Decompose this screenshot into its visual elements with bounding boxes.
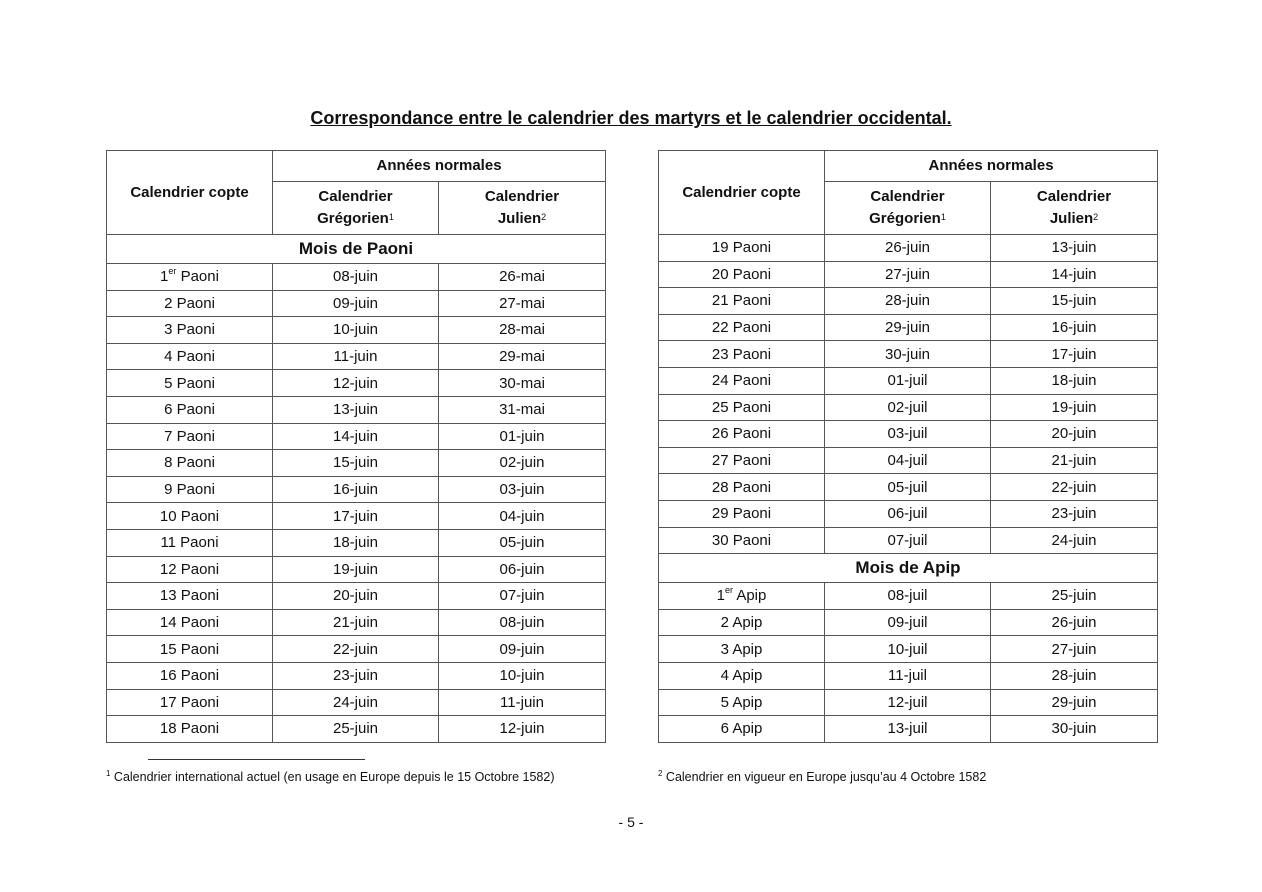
- cell-copte: 24 Paoni: [659, 367, 825, 394]
- cell-julien: 29-mai: [439, 343, 606, 370]
- cell-gregorien: 29-juin: [825, 314, 991, 341]
- table-row: [107, 609, 606, 636]
- cell-gregorien: 23-juin: [273, 662, 439, 689]
- cell-gregorien: 11-juin: [273, 343, 439, 370]
- cell-julien: 22-juin: [991, 474, 1158, 501]
- cell-gregorien: 08-juil: [825, 583, 991, 610]
- cell-copte: 29 Paoni: [659, 500, 825, 527]
- table-row: [659, 367, 1158, 394]
- cell-gregorien: 16-juin: [273, 476, 439, 503]
- month-header: Mois de Paoni: [107, 235, 606, 264]
- right-table-body-paoni: [659, 235, 1158, 554]
- cell-gregorien: 05-juil: [825, 474, 991, 501]
- cell-julien: 15-juin: [991, 288, 1158, 315]
- cell-gregorien: 01-juil: [825, 367, 991, 394]
- cell-julien: 27-juin: [991, 636, 1158, 663]
- table-row: [659, 341, 1158, 368]
- cell-julien: 03-juin: [439, 476, 606, 503]
- cell-copte: 25 Paoni: [659, 394, 825, 421]
- cell-julien: 04-juin: [439, 503, 606, 530]
- cell-gregorien: 13-juil: [825, 716, 991, 743]
- table-row: [659, 235, 1158, 262]
- table-row: [659, 662, 1158, 689]
- table-row: [659, 583, 1158, 610]
- cell-julien: 24-juin: [991, 527, 1158, 554]
- page-number: - 5 -: [618, 814, 644, 830]
- cell-julien: 20-juin: [991, 421, 1158, 448]
- cell-gregorien: 11-juil: [825, 662, 991, 689]
- cell-gregorien: 09-juin: [273, 290, 439, 317]
- table-row: [107, 370, 606, 397]
- cell-julien: 28-mai: [439, 317, 606, 344]
- cell-gregorien: 28-juin: [825, 288, 991, 315]
- cell-copte: 11 Paoni: [107, 529, 273, 556]
- cell-copte: 9 Paoni: [107, 476, 273, 503]
- cell-gregorien: 27-juin: [825, 261, 991, 288]
- table-row: [107, 450, 606, 477]
- cell-copte: 12 Paoni: [107, 556, 273, 583]
- cell-copte: 14 Paoni: [107, 609, 273, 636]
- footnote-1: $^1$ Calendrier international actuel (en usage en Europe depuis le 15 Octobre 1582): [106, 769, 555, 784]
- cell-julien: 21-juin: [991, 447, 1158, 474]
- footnote-2: $^2$ Calendrier en vigueur en Europe jusqu’au 4 Octobre 1582: [658, 769, 987, 784]
- table-row: [107, 503, 606, 530]
- table-row: [659, 636, 1158, 663]
- cell-julien: 14-juin: [991, 261, 1158, 288]
- cell-copte: 23 Paoni: [659, 341, 825, 368]
- table-row: [659, 421, 1158, 448]
- cell-copte: 19 Paoni: [659, 235, 825, 262]
- cell-copte: 15 Paoni: [107, 636, 273, 663]
- cell-copte: 3 Paoni: [107, 317, 273, 344]
- cell-gregorien: 20-juin: [273, 583, 439, 610]
- cell-copte: 8 Paoni: [107, 450, 273, 477]
- table-row: [107, 264, 606, 291]
- cell-gregorien: 18-juin: [273, 529, 439, 556]
- cell-gregorien: 26-juin: [825, 235, 991, 262]
- cell-copte: 28 Paoni: [659, 474, 825, 501]
- table-row: [659, 447, 1158, 474]
- cell-julien: 19-juin: [991, 394, 1158, 421]
- table-row: [659, 261, 1158, 288]
- table-row: [107, 396, 606, 423]
- cell-julien: 30-juin: [991, 716, 1158, 743]
- cell-gregorien: 04-juil: [825, 447, 991, 474]
- cell-copte: 16 Paoni: [107, 662, 273, 689]
- table-row: [107, 343, 606, 370]
- table-row: [107, 662, 606, 689]
- cell-copte: 4 Apip: [659, 662, 825, 689]
- cell-copte: 27 Paoni: [659, 447, 825, 474]
- cell-copte: 26 Paoni: [659, 421, 825, 448]
- cell-copte: 2 Apip: [659, 609, 825, 636]
- calendar-table-left: [106, 150, 606, 743]
- footnote-separator: [148, 759, 365, 760]
- cell-copte: 13 Paoni: [107, 583, 273, 610]
- calendar-table-right: [658, 150, 1158, 743]
- cell-julien: 12-juin: [439, 716, 606, 743]
- header-julien: Calendrier Julien$^2$: [439, 182, 606, 235]
- cell-copte: 4 Paoni: [107, 343, 273, 370]
- cell-copte: 1er Paoni: [107, 264, 273, 291]
- cell-copte: 2 Paoni: [107, 290, 273, 317]
- cell-julien: 09-juin: [439, 636, 606, 663]
- table-row: [659, 609, 1158, 636]
- cell-julien: 13-juin: [991, 235, 1158, 262]
- cell-julien: 08-juin: [439, 609, 606, 636]
- cell-julien: 17-juin: [991, 341, 1158, 368]
- cell-copte: 1er Apip: [659, 583, 825, 610]
- cell-julien: 27-mai: [439, 290, 606, 317]
- cell-julien: 25-juin: [991, 583, 1158, 610]
- cell-copte: 6 Apip: [659, 716, 825, 743]
- cell-julien: 11-juin: [439, 689, 606, 716]
- cell-copte: 30 Paoni: [659, 527, 825, 554]
- header-annees-normales: Années normales: [273, 151, 606, 182]
- cell-copte: 20 Paoni: [659, 261, 825, 288]
- table-row: [107, 716, 606, 743]
- cell-gregorien: 06-juil: [825, 500, 991, 527]
- cell-julien: 18-juin: [991, 367, 1158, 394]
- cell-julien: 06-juin: [439, 556, 606, 583]
- table-row: [107, 317, 606, 344]
- table-row: [659, 689, 1158, 716]
- cell-gregorien: 15-juin: [273, 450, 439, 477]
- cell-copte: 5 Apip: [659, 689, 825, 716]
- cell-copte: 7 Paoni: [107, 423, 273, 450]
- cell-copte: 6 Paoni: [107, 396, 273, 423]
- table-row: [659, 500, 1158, 527]
- cell-gregorien: 19-juin: [273, 556, 439, 583]
- cell-gregorien: 13-juin: [273, 396, 439, 423]
- cell-julien: 07-juin: [439, 583, 606, 610]
- cell-gregorien: 10-juil: [825, 636, 991, 663]
- cell-julien: 05-juin: [439, 529, 606, 556]
- table-row: [107, 689, 606, 716]
- left-table-body: [107, 235, 606, 743]
- month-header: Mois de Apip: [659, 554, 1158, 583]
- cell-gregorien: 25-juin: [273, 716, 439, 743]
- cell-gregorien: 24-juin: [273, 689, 439, 716]
- cell-julien: 10-juin: [439, 662, 606, 689]
- cell-gregorien: 10-juin: [273, 317, 439, 344]
- table-row: [659, 716, 1158, 743]
- cell-julien: 31-mai: [439, 396, 606, 423]
- cell-gregorien: 17-juin: [273, 503, 439, 530]
- cell-copte: 10 Paoni: [107, 503, 273, 530]
- cell-copte: 18 Paoni: [107, 716, 273, 743]
- cell-gregorien: 12-juin: [273, 370, 439, 397]
- table-row: [659, 314, 1158, 341]
- cell-julien: 30-mai: [439, 370, 606, 397]
- cell-gregorien: 07-juil: [825, 527, 991, 554]
- cell-julien: 26-mai: [439, 264, 606, 291]
- cell-julien: 29-juin: [991, 689, 1158, 716]
- header-gregorien: Calendrier Grégorien$^1$: [825, 182, 991, 235]
- header-annees-normales: Années normales: [825, 151, 1158, 182]
- cell-copte: 21 Paoni: [659, 288, 825, 315]
- header-calendrier-copte: Calendrier copte: [107, 151, 273, 235]
- table-row: [107, 290, 606, 317]
- table-row: [659, 394, 1158, 421]
- right-table-body-apip: [659, 554, 1158, 743]
- cell-gregorien: 14-juin: [273, 423, 439, 450]
- header-gregorien: Calendrier Grégorien$^1$: [273, 182, 439, 235]
- cell-copte: 3 Apip: [659, 636, 825, 663]
- cell-gregorien: 30-juin: [825, 341, 991, 368]
- table-row: [659, 527, 1158, 554]
- table-row: [659, 288, 1158, 315]
- cell-gregorien: 21-juin: [273, 609, 439, 636]
- cell-julien: 23-juin: [991, 500, 1158, 527]
- cell-gregorien: 09-juil: [825, 609, 991, 636]
- cell-copte: 22 Paoni: [659, 314, 825, 341]
- table-row: [107, 556, 606, 583]
- cell-gregorien: 08-juin: [273, 264, 439, 291]
- page-title: Correspondance entre le calendrier des martyrs et le calendrier occidental.: [310, 108, 952, 128]
- cell-gregorien: 22-juin: [273, 636, 439, 663]
- cell-gregorien: 12-juil: [825, 689, 991, 716]
- header-calendrier-copte: Calendrier copte: [659, 151, 825, 235]
- cell-copte: 17 Paoni: [107, 689, 273, 716]
- cell-julien: 01-juin: [439, 423, 606, 450]
- cell-julien: 16-juin: [991, 314, 1158, 341]
- table-row: [659, 474, 1158, 501]
- table-row: [107, 529, 606, 556]
- table-row: [107, 476, 606, 503]
- cell-julien: 02-juin: [439, 450, 606, 477]
- cell-gregorien: 03-juil: [825, 421, 991, 448]
- cell-gregorien: 02-juil: [825, 394, 991, 421]
- header-julien: Calendrier Julien$^2$: [991, 182, 1158, 235]
- table-row: [107, 636, 606, 663]
- cell-julien: 28-juin: [991, 662, 1158, 689]
- cell-julien: 26-juin: [991, 609, 1158, 636]
- table-row: [107, 583, 606, 610]
- cell-copte: 5 Paoni: [107, 370, 273, 397]
- table-row: [107, 423, 606, 450]
